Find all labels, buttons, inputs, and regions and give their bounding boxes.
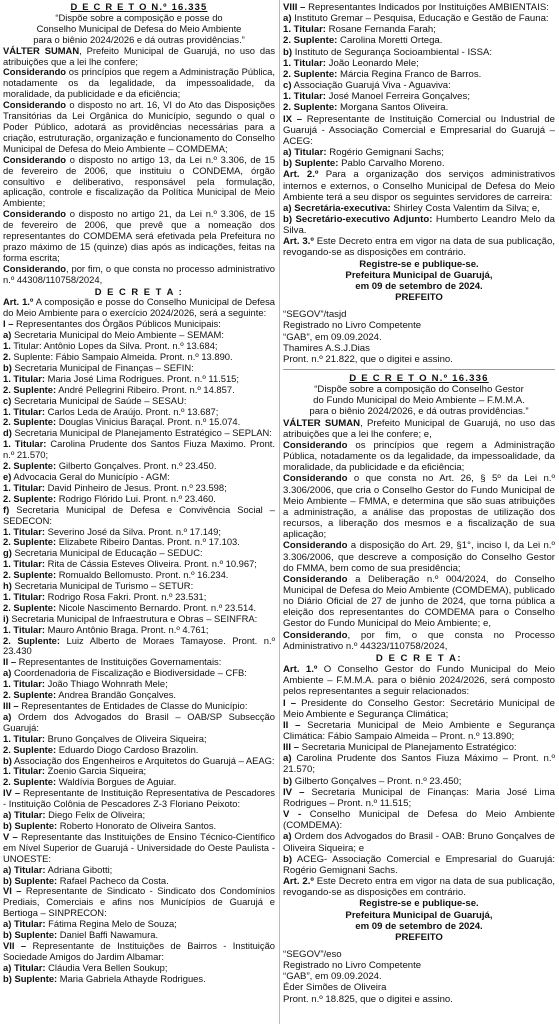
article-item — [283, 2, 555, 13]
preamble-paragraph — [3, 155, 275, 210]
article-item-lead: Art. 2.º — [283, 876, 314, 888]
preamble-paragraph — [283, 574, 555, 630]
article-item-lead: h) — [3, 580, 12, 592]
article-item-text: Diego Felix de Oliveira; — [45, 809, 146, 821]
preamble-paragraph-text: , por fim, o que consta no processo administrativo n.º 44308/110758/2024, — [3, 262, 275, 285]
article-item-lead: a) — [283, 753, 292, 765]
preamble-paragraph — [283, 440, 555, 473]
closing-line: PREFEITO — [395, 292, 443, 304]
article-item — [3, 439, 275, 461]
article-item-lead: Art. 2.º — [283, 169, 319, 181]
article-item-text: Waldívia Borgues de Aguiar. — [56, 776, 177, 788]
article-item-lead: IX – — [283, 113, 303, 125]
article-item-text: Secretaria Municipal de Meio Ambiente e Segurança Climática: Fábio Sampaio Almeida – Pront. n.º 13.890; — [283, 719, 555, 742]
article-item-lead: 1. — [3, 340, 11, 352]
article-item-lead: 2. Suplente: — [3, 743, 57, 755]
preamble-paragraph — [283, 540, 555, 573]
preamble-paragraph-lead: Considerando — [283, 439, 348, 451]
article-item-lead: e) — [3, 470, 12, 482]
article-item-text: Secretaria Municipal de Infraestrutura e Obras – SEINFRA: — [8, 612, 258, 624]
article-item-text: Bruno Gonçalves de Oliveira Siqueira; — [45, 732, 207, 744]
article-item-text: Secretaria Municipal de Saúde – SESAU: — [11, 394, 187, 406]
column-divider — [279, 0, 280, 1024]
article-item-text: Secretaria Municipal de Educação – SEDUC: — [11, 547, 203, 559]
decree-ementa-line: para o biênio 2024/2026, e dá outras providências.” — [309, 406, 529, 418]
closing-line: Prefeitura Municipal de Guarujá, — [345, 269, 493, 281]
preamble-paragraph-lead: Considerando — [283, 573, 348, 585]
article-item — [283, 47, 555, 58]
article-item-lead: a) Titular: — [3, 918, 46, 930]
article-item — [283, 169, 555, 202]
article-item-text: Coordenadoria de Fiscalização e Biodiversidade – CFB: — [11, 667, 247, 679]
article-item — [283, 24, 555, 35]
article-item-lead: 2. Suplente: — [3, 383, 57, 395]
article-item-text: Secretaria Municipal do Meio Ambiente – SEMAM: — [11, 329, 224, 341]
article-item-lead: a) Titular: — [3, 809, 46, 821]
article-item-lead: b) Suplente: — [283, 158, 339, 170]
footer-line: “GAB”, em 09.09.2024. — [283, 331, 382, 343]
article-item-text: Nicole Nascimento Bernardo. Pront. n.º 23.514. — [56, 601, 257, 613]
article-item-text: Morgana Santos Oliveira. — [337, 102, 449, 114]
footer-line: “SEGOV”/eso — [283, 948, 342, 960]
preamble-paragraph-lead: Considerando — [283, 629, 348, 641]
article-item-lead: 1. Titular: — [283, 24, 327, 36]
article-item-text: Humberto Leandro Melo da Silva. — [283, 213, 555, 237]
article-item-text: ACEG- Associação Comercial e Empresarial do Guarujá: Rogério Gemignani Sachs. — [283, 853, 555, 876]
article-item-text: Fátima Regina Melo de Souza; — [45, 918, 177, 930]
closing-line: em 09 de setembro de 2024. — [355, 280, 483, 292]
article-item-lead: b) Suplente: — [3, 972, 58, 984]
article-item-text: Representante das Instituições de Ensino Técnico-Científico em Nível Superior de Guarujá - Universidade do Oeste Paulista - UNOESTE: — [3, 830, 275, 864]
article-item-lead: a) — [3, 329, 12, 341]
article-item-text: Secretaria Municipal de Finanças: Maria José Lima Rodrigues – Pront. n.º 11.515; — [283, 786, 555, 809]
article-item — [3, 832, 275, 865]
article-item-text: Este Decreto entra em vigor na data de sua publicação, revogando-se as disposições em contrário. — [283, 236, 556, 259]
article-item-lead: 2. — [3, 351, 11, 362]
article-item-lead: IV – — [283, 786, 305, 798]
article-item-text: Maria José Lima Rodrigues. Pront. n.º 11.515; — [45, 372, 240, 384]
article-item-lead: III – — [283, 742, 299, 754]
preamble-paragraph-lead: Considerando — [3, 99, 67, 111]
article-item-lead: Art. 3.º — [283, 236, 314, 248]
article-item-lead: 2. Suplente: — [3, 601, 57, 613]
footer-line: Pront. n.º 18.825, que o digitei e assino. — [283, 993, 453, 1005]
preamble-paragraph-lead: VÁLTER SUMAN — [3, 44, 80, 56]
article-item-text: Representante de Instituições de Bairros - Instituição Sociedade Amigos do Jardim Albamar: — [3, 939, 276, 962]
article-item — [3, 297, 275, 319]
article-item-text: Conselho Municipal de Defesa do Meio Ambiente (COMDEMA): — [283, 809, 555, 832]
article-item-lead: b) Suplente: — [3, 819, 58, 831]
article-item-lead: 1. Titular: — [3, 765, 46, 777]
decree-16336-column — [283, 2, 555, 1005]
article-item-lead: I – — [3, 318, 14, 330]
article-item-lead: 2. Suplente: — [3, 569, 57, 581]
article-item-lead: V - — [283, 809, 302, 821]
article-item-text: Maria Gabriela Athayde Rodrigues. — [57, 972, 206, 984]
article-item — [283, 776, 555, 787]
article-item-lead: i) — [3, 612, 9, 624]
preamble-paragraph — [3, 46, 275, 68]
article-item-lead: III – — [3, 700, 19, 711]
article-item-lead: 2. Suplente: — [3, 776, 57, 788]
preamble-paragraph-text: os princípios que regem a Administração Pública, notadamente os da legalidade, da impessoalidade, da moralidade, da publicidade e da eficiência; — [3, 66, 275, 100]
article-item-lead: II – — [3, 656, 17, 668]
article-item-text: Pablo Carvalho Moreno. — [338, 158, 445, 170]
article-item-lead: b) Secretário-executivo Adjunto: — [283, 213, 433, 225]
article-item — [3, 788, 275, 810]
preamble-paragraph-text: , por fim, o que consta no Processo Administrativo n.º 44323/110758/2024, — [283, 629, 555, 652]
article-item-lead: 1. Titular: — [3, 590, 46, 602]
preamble-paragraph-text: , Prefeito Municipal de Guarujá, no uso das atribuições que a lei lhe confere; — [3, 44, 276, 67]
footer-line: Thamires A.S.J.Dias — [283, 342, 370, 354]
article-item — [283, 809, 555, 831]
article-item-lead: 1. Titular: — [3, 525, 46, 537]
preamble-paragraph-text: a disposição do Art. 29, §1°, inciso I, da Lei n.º 3.306/2006, que descreve a composição do Conselho Gestor do FMMA, bem como de sua presidência; — [283, 540, 555, 574]
article-item-text: João Thiago Wohnrath Mele; — [45, 678, 168, 690]
preamble-paragraph — [283, 418, 555, 440]
preamble-paragraph — [283, 630, 555, 652]
article-item — [283, 664, 555, 697]
article-item-lead: 2. Suplente: — [3, 536, 57, 548]
preamble-paragraph — [3, 209, 275, 264]
article-item-lead: a) Secretária-executiva: — [283, 202, 391, 214]
article-item-lead: a) Titular: — [283, 147, 327, 159]
article-item-text: Representantes dos Órgãos Públicos Municipais: — [13, 318, 221, 330]
article-item-lead: VII – — [3, 939, 27, 951]
decree-ementa-line: “Dispõe sobre a composição do Conselho Gestor — [314, 384, 524, 396]
article-item — [3, 505, 275, 527]
article-item — [283, 698, 555, 720]
article-item-lead: g) — [3, 547, 12, 559]
article-item-lead: 2. Suplente: — [3, 416, 57, 428]
article-item-text: Gilberto Gonçalves – Pront. n.º 23.450; — [292, 775, 462, 787]
article-item-text: Rafael Pacheco da Costa. — [57, 874, 169, 886]
article-item-text: Associação Guarujá Viva - Aguaviva: — [291, 80, 451, 92]
article-item-text: Instituto de Segurança Socioambiental - ISSA: — [292, 46, 493, 58]
preamble-paragraph — [3, 100, 275, 155]
preamble-paragraph-text: a Deliberação n.º 004/2024, do Conselho Municipal de Defesa do Meio Ambiente (COMDEMA), publicado no Diário Oficial de 27 de junho de 2024, que torna pública a eleição dos representantes do COMDEMA para o Conselho Gestor do Fundo Municipal do Meio Ambiente; e, — [283, 573, 555, 630]
decree-heading: D E C R E T O N.º 16.335 — [70, 1, 208, 12]
article-item — [283, 831, 555, 853]
article-item-lead: 2. Suplente: — [283, 35, 338, 47]
preamble-paragraph-lead: Considerando — [283, 473, 348, 485]
article-item-text: Mauro Antônio Braga. Pront. n.º 4.761; — [45, 623, 209, 635]
article-item — [283, 876, 555, 898]
article-item-text: Márcia Regina Franco de Barros. — [337, 68, 482, 80]
article-item-lead: b) — [283, 853, 293, 865]
preamble-paragraph-lead: Considerando — [3, 66, 67, 78]
article-item-text: Daniel Baffi Nawamura. — [57, 929, 159, 941]
article-item-lead: II – — [283, 719, 301, 731]
preamble-paragraph-lead: VÁLTER SUMAN — [283, 417, 361, 429]
decreta-heading: D E C R E T A: — [375, 652, 463, 664]
article-item-lead: VIII – — [283, 2, 306, 13]
article-item-text: David Pinheiro de Jesus. Pront. n.º 23.598; — [45, 481, 227, 493]
article-item-lead: 1. Titular: — [3, 558, 46, 570]
article-item-lead: c) — [283, 80, 292, 92]
article-item-text: Instituto Gremar – Pesquisa, Educação e Gestão de Fauna: — [291, 13, 549, 25]
article-item-lead: a) — [3, 667, 12, 679]
article-item-text: Representante de Instituição Comercial ou Industrial de Guarujá - Associação Comercial e Empresarial do Guarujá – ACEG: — [283, 113, 555, 147]
article-item — [283, 720, 555, 742]
article-item-text: Elizabete Ribeiro Dantas. Pront. n.º 17.103. — [56, 536, 240, 548]
footer-line: “SEGOV”/tasjd — [283, 309, 347, 321]
article-item-lead: a) Titular: — [3, 961, 46, 973]
article-item-text: Representante de Instituição Representativa de Pescadores - Instituição Colônia de Pescadores Z-3 Floriano Peixoto: — [3, 787, 275, 810]
article-item-text: Secretaria Municipal de Planejamento Estratégico: — [299, 742, 517, 754]
article-item-text: José Manoel Ferreira Gonçalves; — [326, 91, 470, 103]
closing-line: Registre-se e publique-se. — [359, 898, 479, 910]
article-item-text: Rosane Fernanda Farah; — [326, 24, 436, 36]
article-item — [283, 742, 555, 753]
article-item-text: André Pellegrini Ribeiro. Pront. n.º 14.857. — [56, 383, 235, 395]
article-item-text: Carolina Prudente dos Santos Fiuza Máximo – Pront. n.º 21.570; — [283, 753, 555, 776]
article-item — [3, 636, 275, 658]
article-item-text: Zoenio Garcia Siqueira; — [45, 765, 147, 777]
article-item — [283, 854, 555, 876]
preamble-paragraph-text: o que consta no Art. 26, § 5º da Lei n.º 3.306/2006, que cria o Conselho Gestor do Fundo Municipal de Meio Ambiente – FMMA, e determina que são suas atribuições a administração, a análise das propostas de utilização dos recursos, a liberação dos mesmos e a fiscalização de sua aplicação; — [283, 473, 555, 541]
section-separator — [283, 369, 555, 370]
footer-line: Registrado no Livro Competente — [283, 960, 422, 972]
preamble-paragraph-text: o disposto no artigo 13, da Lei n.º 3.306, de 15 de fevereiro de 2006, que instituiu o CONDEMA, órgão consultivo e deliberativo, responsável pela formulação, aplicação, controle e fiscalização da Política Municipal de Meio Ambiente; — [3, 153, 275, 209]
article-item-text: Rita de Cássia Esteves Oliveira. Pront. n.º 10.967; — [45, 558, 257, 570]
article-item-lead: I – — [283, 697, 297, 709]
article-item-lead: 2. Suplente: — [283, 68, 338, 80]
article-item-lead: 2. Suplente: — [283, 102, 338, 114]
article-item — [283, 114, 555, 147]
article-item-text: Presidente do Conselho Gestor: Secretário Municipal de Meio Ambiente e Segurança Climática; — [283, 697, 556, 720]
article-item-lead: a) — [283, 831, 292, 843]
footer-line: Pront. n.º 21.822, que o digitei e assino. — [283, 353, 453, 365]
article-item-text: Este Decreto entra em vigor na data de sua publicação, revogando-se as disposições em contrário. — [283, 876, 556, 899]
preamble-paragraph — [3, 264, 275, 286]
closing-line: em 09 de setembro de 2024. — [355, 920, 483, 932]
article-item-text: Secretaria Municipal de Turismo – SETUR: — [11, 580, 194, 592]
article-item-lead: 1. Titular: — [3, 623, 46, 635]
article-item — [283, 158, 555, 169]
article-item-lead: d) — [3, 427, 12, 439]
article-item — [283, 69, 555, 80]
article-item-text: Ordem dos Advogados do Brasil – OAB/SP Subsecção Guarujá: — [3, 710, 275, 733]
decreta-heading: D E C R E T A : — [94, 285, 184, 297]
article-item-text: Rodrigo Rosa Fakri. Pront. n.º 23.531; — [45, 590, 207, 602]
article-item-lead: 1. Titular: — [3, 405, 46, 417]
article-item — [3, 712, 275, 734]
preamble-paragraph — [3, 67, 275, 100]
article-item — [283, 13, 555, 24]
article-item-lead: b) — [283, 775, 293, 787]
article-item-text: Shirley Costa Valentim da Silva; e, — [390, 202, 540, 214]
article-item-text: Titular: Antônio Lopes da Silva. Pront. n.º 13.684; — [10, 340, 218, 352]
article-item-text: Secretaria Municipal de Planejamento Estratégico – SEPLAN: — [11, 427, 272, 439]
preamble-paragraph-text: o disposto no art. 16, VI do Ato das Disposições Transitórias da Lei Orgânica do Município, segundo o qual o Poder Público, adotará as providências necessárias para a criação, estruturação, organização e funcionamento do Conselho Municipal de Defesa do Meio Ambiente – COMDEMA; — [3, 99, 275, 154]
article-item-text: Representantes de Instituições Governamentais: — [16, 656, 222, 668]
article-item — [283, 91, 555, 102]
article-item-text: Rodrigo Flórido Lui. Pront. n.º 23.460. — [56, 492, 216, 504]
article-item-text: Carolina Prudente dos Santos Fiuza Maximo. Pront. n.º 21.570; — [3, 438, 275, 461]
article-item — [283, 203, 555, 214]
preamble-paragraph-lead: Considerando — [3, 153, 67, 165]
article-item — [283, 753, 555, 775]
article-item-lead: 2. Suplente: — [3, 689, 57, 701]
article-item-text: Romualdo Bellomusto. Pront. n.º 16.234. — [56, 569, 229, 581]
preamble-paragraph-lead: Considerando — [283, 540, 348, 552]
article-item-lead: a) — [283, 13, 292, 25]
article-item-lead: VI – — [3, 885, 22, 897]
preamble-paragraph-lead: Considerando — [3, 262, 67, 274]
article-item-text: Luiz Alberto de Moraes Tamayose. Pront. n.º 23.430 — [3, 634, 275, 657]
article-item-lead: b) Suplente: — [3, 874, 58, 886]
article-item-lead: b) Suplente: — [3, 929, 58, 941]
article-item-text: Suplente: Fábio Sampaio Almeida. Pront. n.º 13.890. — [10, 351, 233, 362]
decree-ementa-line: Conselho Municipal de Defesa do Meio Ambiente — [36, 22, 242, 34]
article-item-lead: Art. 1.º — [3, 296, 34, 308]
article-item-text: Para a organização dos serviços administrativos internos e externos, o Conselho Municipal de Defesa do Meio Ambiente terá a seu dispor os seguintes servidores de carreira: — [283, 169, 555, 203]
decree-ementa-line: para o biênio 2024/2026 e dá outras providências.” — [33, 33, 245, 45]
article-item-text: Roberto Honorato de Oliveira Santos. — [57, 819, 217, 831]
article-item-text: Representantes de Entidades de Classe do Município: — [18, 700, 248, 711]
article-item-lead: V – — [3, 830, 18, 842]
article-item — [283, 236, 555, 258]
article-item — [283, 58, 555, 69]
article-item-lead: 1. Titular: — [3, 372, 46, 384]
article-item — [283, 80, 555, 91]
article-item-text: Carolina Moretti Ortega. — [337, 35, 443, 47]
preamble-paragraph-text: , Prefeito Municipal de Guarujá, no uso das atribuições que a lei lhe confere; e, — [283, 417, 555, 440]
article-item-text: João Leonardo Mele; — [326, 57, 419, 69]
article-item — [3, 886, 275, 919]
footer-line: “GAB”, em 09.09.2024. — [283, 971, 382, 983]
article-item — [283, 35, 555, 46]
preamble-paragraph — [283, 473, 555, 540]
preamble-paragraph-lead: Considerando — [3, 208, 67, 220]
article-item-text: Secretaria Municipal de Finanças – SEFIN: — [11, 361, 194, 373]
article-item-text: Representantes Indicados por Instituições AMBIENTAIS: — [305, 2, 549, 13]
article-item-lead: 1. Titular: — [3, 481, 46, 493]
preamble-paragraph-text: os princípios que regem a Administração Pública, notadamente os da legalidade, da impessoalidade, da moralidade, da publicidade e da eficiência; — [283, 439, 555, 474]
article-item — [283, 147, 555, 158]
closing-line: Registre-se e publique-se. — [359, 258, 479, 270]
article-item-text: Secretaria Municipal de Defesa e Convivência Social – SEDECON: — [3, 503, 275, 526]
article-item-lead: a) — [3, 710, 12, 722]
article-item-lead: IV – — [3, 787, 21, 799]
article-item-lead: 1. Titular: — [283, 91, 327, 103]
article-item-lead: Art. 1.º — [283, 664, 318, 676]
article-item — [283, 102, 555, 113]
article-item — [283, 214, 555, 236]
article-item-text: A composição e posse do Conselho Municipal de Defesa do Meio Ambiente para o exercício 2024/2026, será a seguinte: — [3, 296, 275, 319]
article-item-lead: f) — [3, 503, 10, 515]
article-item-text: O Conselho Gestor do Fundo Municipal do Meio Ambiente – F.M.M.A. para o biênio 2024/2026, será composto pelos representantes a seguir relacionados: — [283, 664, 555, 698]
footer-line: Éder Simões de Oliveira — [283, 982, 387, 994]
article-item-lead: b) — [283, 46, 293, 58]
article-item-lead: a) Titular: — [3, 863, 46, 875]
article-item — [3, 974, 275, 985]
article-item-lead: 2. Suplente: — [3, 634, 61, 646]
article-item-lead: b) — [3, 361, 12, 373]
article-item-text: Advocacia Geral do Município - AGM: — [11, 470, 170, 482]
article-item-text: Carlos Leda de Araújo. Pront. n.º 13.687; — [45, 405, 219, 417]
closing-line: Prefeitura Municipal de Guarujá, — [345, 909, 493, 921]
decree-heading: D E C R E T O N.º 16.336 — [349, 373, 489, 384]
article-item-text: Ordem dos Advogados do Brasil - OAB: Bruno Gonçalves de Oliveira Siqueira; e — [283, 831, 555, 854]
article-item-lead: c) — [3, 394, 12, 406]
article-item-text: Rogério Gemignani Sachs; — [326, 147, 444, 159]
article-item-lead: 1. Titular: — [3, 438, 47, 450]
article-item-text: Adriana Gibotti; — [45, 863, 113, 875]
article-item-lead: 2. Suplente: — [3, 492, 57, 504]
article-item-text: Severino José da Silva. Pront. n.º 17.149; — [45, 525, 221, 537]
article-item-text: Representante de Sindicato - Sindicato dos Condomínios Prediais, Comerciais e afins nos Municípios de Guarujá e Bertioga – SINPRECON: — [3, 885, 275, 919]
article-item — [283, 787, 555, 809]
decree-ementa-line: do Fundo Municipal do Meio Ambiente – F.M.M.A. — [313, 395, 525, 407]
decree-16335-column — [3, 2, 275, 985]
article-item-lead: 1. Titular: — [3, 732, 46, 744]
article-item-text: Gilberto Gonçalves. Pront. n.º 23.450. — [56, 460, 217, 472]
article-item-text: Andrea Brandão Gonçalves. — [56, 689, 177, 701]
article-item-text: Associação dos Engenheiros e Arquitetos do Guarujá – AEAG: — [11, 754, 275, 766]
article-item-lead: 1. Titular: — [283, 57, 327, 69]
article-item-text: Douglas Vinicius Baraçal. Pront. n.º 15.074. — [56, 416, 241, 428]
decree-ementa-line: “Dispõe sobre a composição e posse do — [55, 11, 223, 23]
footer-line: Registrado no Livro Competente — [283, 320, 422, 332]
article-item-text: Eduardo Diogo Cardoso Brazolin. — [56, 743, 199, 755]
article-item-lead: 1. Titular: — [3, 678, 46, 690]
article-item-lead: b) — [3, 754, 12, 766]
preamble-paragraph-text: o disposto no artigo 21, da Lei n.º 3.306, de 15 de fevereiro de 2006, que prevê que a nomeação dos representantes do COMDEMA será efetivada pela Prefeitura no prazo máximo de 15 (quinze) dias após as indicações, feitas na forma escrita; — [3, 208, 275, 263]
article-item-text: Cláudia Vera Bellen Soukup; — [45, 961, 168, 973]
article-item — [3, 941, 275, 963]
closing-line: PREFEITO — [395, 931, 443, 943]
article-item-lead: 2. Suplente: — [3, 460, 57, 472]
